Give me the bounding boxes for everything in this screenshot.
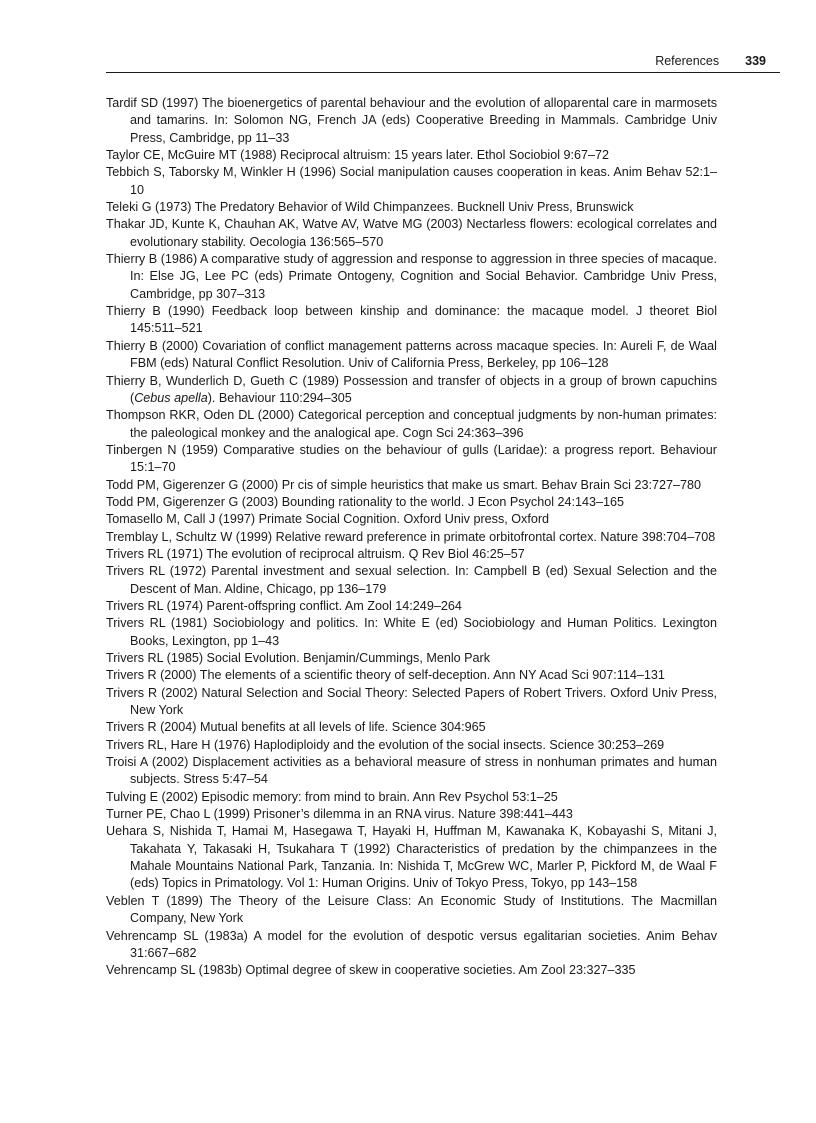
reference-entry: Trivers RL (1985) Social Evolution. Benjamin/Cummings, Menlo Park: [106, 651, 491, 665]
reference-entry: Tebbich S, Taborsky M, Winkler H (1996) Social manipulation causes cooperation in keas. Anim Behav 52:1–10: [106, 165, 717, 197]
reference-entry: Thompson RKR, Oden DL (2000) Categorical perception and conceptual judgments by non-human primates: the paleological monkey and the analogical ape. Cogn Sci 24:363–396: [106, 408, 717, 440]
reference-entry: Tremblay L, Schultz W (1999) Relative reward preference in primate orbitofrontal cortex. Nature 398:704–708: [106, 529, 716, 544]
page-number: 339: [745, 54, 766, 68]
reference-entry: Teleki G (1973) The Predatory Behavior of Wild Chimpanzees. Bucknell Univ Press, Brunswick: [106, 200, 634, 215]
reference-entry: Vehrencamp SL (1983a) A model for the evolution of despotic versus egalitarian societies. Anim Behav 31:667–682: [106, 928, 717, 960]
header-rule: [106, 72, 780, 73]
reference-entry: Troisi A (2002) Displacement activities as a behavioral measure of stress in nonhuman primates and human subjects. Stress 5:47–54: [106, 755, 717, 787]
reference-entry: Trivers R (2000) The elements of a scientific theory of self-deception. Ann NY Acad Sci 907:114–131: [106, 668, 665, 683]
reference-entry: Trivers RL (1972) Parental investment and sexual selection. In: Campbell B (ed) Sexual Selection and the Descent of Man. Aldine, Chicago, pp 136–179: [106, 564, 717, 596]
reference-entry: Todd PM, Gigerenzer G (2000) Pr cis of simple heuristics that make us smart. Behav Brain Sci 23:727–780: [106, 477, 701, 492]
reference-entry: [106, 373, 717, 408]
reference-entry: Tinbergen N (1959) Comparative studies on the behaviour of gulls (Laridae): a progress report. Behaviour 15:1–70: [106, 442, 717, 475]
running-header: [106, 50, 766, 72]
section-title: References: [655, 54, 720, 68]
species-name: Cebus apella: [134, 390, 208, 405]
reference-entry: Thierry B (1986) A comparative study of aggression and response to aggression in three species of macaque. In: Else JG, Lee PC (eds) Primate Ontogeny, Cognition and Social Behavior. Cambridge Univ Press, Cambridge, pp 307–313: [106, 252, 717, 301]
reference-text: ). Behaviour 110:294–305: [207, 390, 352, 405]
reference-entry: Thierry B (2000) Covariation of conflict management patterns across macaque species. In: Aureli F, de Waal FBM (eds) Natural Conflict Resolution. Univ of California Press, Berkeley, pp 106–128: [106, 338, 717, 371]
reference-entry: Trivers R (2004) Mutual benefits at all levels of life. Science 304:965: [106, 720, 486, 735]
reference-entry: Trivers RL, Hare H (1976) Haplodiploidy and the evolution of the social insects. Science 30:253–269: [106, 737, 665, 752]
reference-text: Thierry B, Wunderlich D, Gueth C (1989) Possession and transfer of objects in a group of brown capuchins (: [106, 373, 717, 405]
reference-entry: Tomasello M, Call J (1997) Primate Social Cognition. Oxford Univ press, Oxford: [106, 512, 550, 527]
reference-list: [106, 95, 717, 980]
reference-entry: Tulving E (2002) Episodic memory: from mind to brain. Ann Rev Psychol 53:1–25: [106, 789, 558, 804]
reference-entry: Thierry B (1990) Feedback loop between kinship and dominance: the macaque model. J theoret Biol 145:511–521: [106, 304, 717, 336]
reference-entry: Todd PM, Gigerenzer G (2003) Bounding rationality to the world. J Econ Psychol 24:143–165: [106, 494, 625, 509]
reference-entry: Turner PE, Chao L (1999) Prisoner’s dilemma in an RNA virus. Nature 398:441–443: [106, 807, 573, 822]
reference-entry: Veblen T (1899) The Theory of the Leisure Class: An Economic Study of Institutions. The Macmillan Company, New York: [106, 893, 717, 926]
reference-entry: Trivers RL (1981) Sociobiology and politics. In: White E (ed) Sociobiology and Human Politics. Lexington Books, Lexington, pp 1–43: [106, 616, 717, 648]
reference-entry: Thakar JD, Kunte K, Chauhan AK, Watve AV, Watve MG (2003) Nectarless flowers: ecological correlates and evolutionary stability. Oecologia 136:565–570: [106, 217, 717, 249]
reference-entry: Uehara S, Nishida T, Hamai M, Hasegawa T, Hayaki H, Huffman M, Kawanaka K, Kobayashi S, Mitani J, Takahata Y, Takasaki H, Tsukahara T (1992) Characteristics of predation by the chimpanzees in the Mahale Mountains National Park, Tanzania. In: Nishida T, McGrew WC, Marler P, Pickford M, de Waal F (eds) Topics in Primatology. Vol 1: Human Origins. Univ of Tokyo Press, Tokyo, pp 143–158: [106, 824, 717, 891]
reference-entry: Trivers R (2002) Natural Selection and Social Theory: Selected Papers of Robert Trivers. Oxford Univ Press, New York: [106, 685, 717, 718]
reference-entry: Taylor CE, McGuire MT (1988) Reciprocal altruism: 15 years later. Ethol Sociobiol 9:67–72: [106, 148, 610, 163]
reference-entry: Trivers RL (1971) The evolution of reciprocal altruism. Q Rev Biol 46:25–57: [106, 546, 525, 561]
reference-entry: Trivers RL (1974) Parent-offspring conflict. Am Zool 14:249–264: [106, 598, 462, 613]
reference-entry: Vehrencamp SL (1983b) Optimal degree of skew in cooperative societies. Am Zool 23:327–335: [106, 963, 636, 978]
reference-entry: Tardif SD (1997) The bioenergetics of parental behaviour and the evolution of alloparental care in marmosets and tamarins. In: Solomon NG, French JA (eds) Cooperative Breeding in Mammals. Cambridge Univ Press, Cambridge, pp 11–33: [106, 96, 717, 145]
